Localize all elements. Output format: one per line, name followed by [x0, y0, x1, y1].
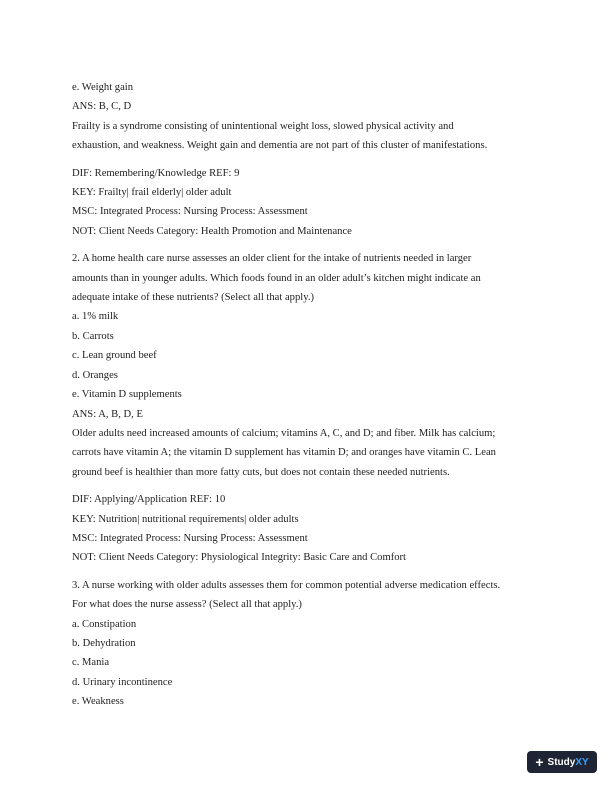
q2-rationale-line: carrots have vitamin A; the vitamin D supplement has vitamin D; and oranges have vitamin C. Lean — [72, 447, 496, 459]
q1-option-e: e. Weight gain — [72, 82, 134, 93]
q2-option-c: c. Lean ground beef — [72, 350, 157, 362]
q2-not: NOT: Client Needs Category: Physiological Integrity: Basic Care and Comfort — [72, 552, 406, 564]
q2-rationale-line: ground beef is healthier than more fatty cuts, but does not contain these needed nutrients. — [72, 466, 450, 478]
q3-option-a: a. Constipation — [72, 618, 137, 630]
q2-stem-line: amounts than in younger adults. Which foods found in an older adult’s kitchen might indicate an — [72, 272, 481, 284]
document-page — [72, 78, 542, 712]
q2-option-a: a. 1% milk — [72, 311, 119, 323]
q2-msc: MSC: Integrated Process: Nursing Process: Assessment — [72, 532, 308, 544]
q2-stem-line: adequate intake of these nutrients? (Select all that apply.) — [72, 292, 314, 304]
q3-option-e: e. Weakness — [72, 696, 124, 708]
q3-option-c: c. Mania — [72, 657, 110, 669]
q3-option-b: b. Dehydration — [72, 637, 136, 649]
badge-label-study: Study — [547, 756, 576, 768]
q3-option-d: d. Urinary incontinence — [72, 676, 173, 688]
q3-stem-line: For what does the nurse assess? (Select all that apply.) — [72, 599, 302, 611]
q1-answer: ANS: B, C, D — [72, 101, 132, 113]
q1-rationale-line: Frailty is a syndrome consisting of unintentional weight loss, slowed physical activity and — [72, 120, 454, 132]
q1-key: KEY: Frailty| frail elderly| older adult — [72, 187, 232, 199]
q2-key: KEY: Nutrition| nutritional requirements| older adults — [72, 513, 299, 525]
q2-option-d: d. Oranges — [72, 369, 118, 381]
q2-dif: DIF: Applying/Application REF: 10 — [72, 494, 226, 506]
q1-not: NOT: Client Needs Category: Health Promotion and Maintenance — [72, 225, 352, 237]
badge-label — [548, 757, 589, 768]
plus-icon: + — [535, 754, 544, 770]
q1-dif: DIF: Remembering/Knowledge REF: 9 — [72, 167, 240, 179]
badge-label-xy: XY — [575, 756, 589, 768]
studyxy-badge[interactable] — [527, 751, 597, 773]
q3-stem-line: 3. A nurse working with older adults assesses them for common potential adverse medication effects. — [72, 579, 501, 591]
q2-option-e: e. Vitamin D supplements — [72, 389, 182, 401]
q2-option-b: b. Carrots — [72, 330, 114, 342]
q2-rationale-line: Older adults need increased amounts of calcium; vitamins A, C, and D; and fiber. Milk has calcium; — [72, 427, 496, 439]
q1-rationale-line: exhaustion, and weakness. Weight gain and dementia are not part of this cluster of manifestations. — [72, 140, 488, 152]
q2-answer: ANS: A, B, D, E — [72, 408, 143, 420]
q1-msc: MSC: Integrated Process: Nursing Process: Assessment — [72, 206, 308, 218]
q2-stem-line: 2. A home health care nurse assesses an older client for the intake of nutrients needed in larger — [72, 253, 472, 265]
